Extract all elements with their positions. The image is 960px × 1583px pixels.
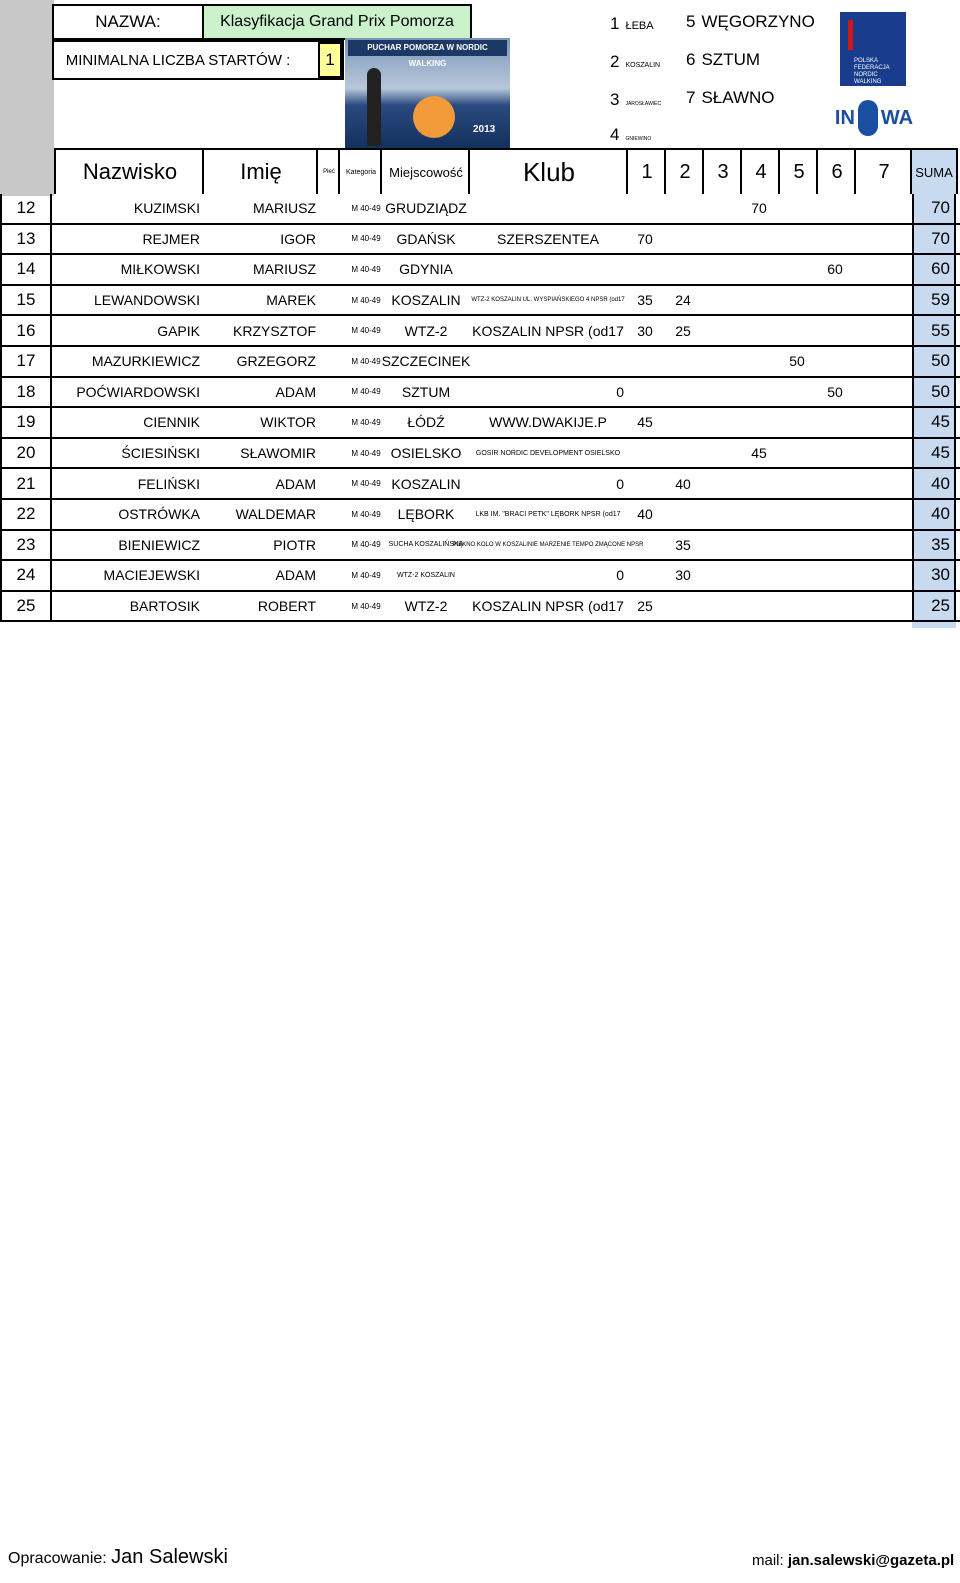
row-surname: MAZURKIEWICZ <box>91 353 200 370</box>
row-stage-2-score <box>664 408 702 437</box>
row-stage-1-score <box>626 561 664 590</box>
row-club: 0 <box>616 567 624 584</box>
row-stage-3-score <box>702 408 740 437</box>
row-firstname: GRZEGORZ <box>236 353 316 370</box>
col-nazwisko: Nazwisko <box>54 148 204 194</box>
row-firstname: ADAM <box>275 567 316 584</box>
row-stage-3-score <box>702 592 740 621</box>
row-stage-4-score <box>740 255 778 284</box>
row-club: GOSIR NORDIC DEVELOPMENT OSIELSKO <box>475 449 621 457</box>
row-stage-6-score: 60 <box>827 261 843 278</box>
row-stage-6-score <box>816 286 854 315</box>
row-category: M 40-49 <box>351 540 381 550</box>
row-stage-7-score <box>854 561 892 590</box>
row-stage-3-score <box>702 439 740 468</box>
row-town: GDAŃSK <box>396 230 456 247</box>
row-stage-5-score <box>778 225 816 254</box>
row-sum: 25 <box>912 592 956 621</box>
row-surname: GAPIK <box>157 322 200 339</box>
stage-city: WĘGORZYNO <box>701 12 815 31</box>
row-category: M 40-49 <box>351 448 381 458</box>
row-firstname: ADAM <box>275 383 316 400</box>
row-stage-6-score: 50 <box>827 383 843 400</box>
row-sum: 60 <box>912 255 956 284</box>
row-category: M 40-49 <box>351 479 381 489</box>
row-surname: FELIŃSKI <box>137 475 200 492</box>
row-surname: LEWANDOWSKI <box>93 292 200 309</box>
row-position: 18 <box>0 378 52 407</box>
row-stage-5-score <box>778 469 816 498</box>
stage-1 <box>610 14 654 34</box>
row-stage-7-score <box>854 408 892 437</box>
table-row <box>0 439 960 470</box>
row-stage-2-score <box>664 439 702 468</box>
row-club: WWW.DWAKIJE.P <box>489 414 607 431</box>
row-position: 13 <box>0 225 52 254</box>
row-stage-5-score <box>778 592 816 621</box>
row-position: 15 <box>0 286 52 315</box>
table-row <box>0 469 960 500</box>
row-firstname: MARIUSZ <box>253 261 316 278</box>
col-stage-5: 5 <box>778 148 818 194</box>
row-club: 0 <box>616 383 624 400</box>
row-stage-6-score <box>816 531 854 560</box>
row-stage-1-score: 45 <box>637 414 653 431</box>
row-stage-5-score <box>778 316 816 345</box>
row-surname: REJMER <box>142 230 200 247</box>
row-sum: 40 <box>912 469 956 498</box>
row-category: M 40-49 <box>351 387 381 397</box>
row-town: SUCHA KOSZALIŃSKA <box>388 541 464 549</box>
row-club <box>468 347 628 376</box>
row-category: M 40-49 <box>351 203 381 213</box>
row-stage-2-score <box>664 194 702 223</box>
row-stage-4-score <box>740 469 778 498</box>
row-category: M 40-49 <box>351 509 381 519</box>
row-surname: ŚCIESIŃSKI <box>121 445 200 462</box>
table-row <box>0 286 960 317</box>
col-stage-2: 2 <box>664 148 704 194</box>
pfnw-logo <box>840 12 906 86</box>
row-club <box>468 194 628 223</box>
row-stage-3-score <box>702 561 740 590</box>
table-row <box>0 194 960 225</box>
mail-address[interactable]: jan.salewski@gazeta.pl <box>787 1552 955 1569</box>
stage-7 <box>686 88 775 108</box>
row-surname: POĆWIARDOWSKI <box>76 383 200 400</box>
row-firstname: MAREK <box>266 292 316 309</box>
row-club: 0 <box>616 475 624 492</box>
row-stage-6-score <box>816 347 854 376</box>
stage-city: KOSZALIN <box>625 62 661 69</box>
row-stage-1-score: 35 <box>637 292 653 309</box>
row-town: GRUDZIĄDZ <box>385 200 467 217</box>
poster-banner: PUCHAR POMORZA W NORDIC WALKING <box>348 40 507 56</box>
row-town: WTZ-2 KOSZALIN <box>397 571 455 579</box>
row-stage-5-score: 50 <box>789 353 805 370</box>
row-stage-6-score <box>816 225 854 254</box>
row-position: 22 <box>0 500 52 529</box>
walker-silhouette <box>367 68 381 146</box>
row-sum: 59 <box>912 286 956 315</box>
row-stage-4-score: 45 <box>751 445 767 462</box>
col-kategoria: Kategoria <box>338 148 382 194</box>
stage-city: SŁAWNO <box>701 88 775 107</box>
row-stage-7-score <box>854 439 892 468</box>
row-stage-2-score <box>664 225 702 254</box>
row-stage-3-score <box>702 531 740 560</box>
col-miejscowosc: Miejscowość <box>380 148 470 194</box>
row-town: OSIELSKO <box>390 445 462 462</box>
col-stage-6: 6 <box>816 148 856 194</box>
row-sum: 30 <box>912 561 956 590</box>
col-stage-1: 1 <box>626 148 666 194</box>
col-stage-3: 3 <box>702 148 742 194</box>
row-stage-2-score: 30 <box>675 567 691 584</box>
table-row <box>0 378 960 409</box>
min-starts-value: 1 <box>318 42 342 78</box>
classification-name: Klasyfikacja Grand Prix Pomorza <box>202 4 472 40</box>
inwa-logo <box>832 92 916 144</box>
stage-city: SZTUM <box>701 50 761 69</box>
row-stage-7-score <box>854 469 892 498</box>
row-stage-1-score <box>626 439 664 468</box>
row-sum: 50 <box>912 378 956 407</box>
stage-6 <box>686 50 760 70</box>
row-town: KOSZALIN <box>391 475 461 492</box>
row-club: KOSZALIN NPSR (od17 <box>472 598 624 615</box>
row-firstname: PIOTR <box>273 536 316 553</box>
row-position: 24 <box>0 561 52 590</box>
row-position: 16 <box>0 316 52 345</box>
row-surname: MACIEJEWSKI <box>103 567 200 584</box>
row-stage-3-score <box>702 194 740 223</box>
row-stage-7-score <box>854 347 892 376</box>
inwa-right: WA <box>880 106 914 129</box>
row-stage-4-score <box>740 592 778 621</box>
row-stage-1-score <box>626 378 664 407</box>
row-sum: 70 <box>912 225 956 254</box>
row-club: LKB IM. "BRACI PETK" LĘBORK NPSR (od17 <box>475 510 621 518</box>
row-stage-2-score: 40 <box>675 475 691 492</box>
row-stage-7-score <box>854 592 892 621</box>
stage-4 <box>610 125 651 145</box>
stage-2 <box>610 52 660 72</box>
table-row <box>0 316 960 347</box>
row-stage-5-score <box>778 194 816 223</box>
row-firstname: KRZYSZTOF <box>233 322 316 339</box>
poster-year: 2013 <box>473 124 496 135</box>
stage-3 <box>610 90 661 110</box>
row-stage-3-score <box>702 286 740 315</box>
row-stage-5-score <box>778 500 816 529</box>
row-stage-2-score <box>664 378 702 407</box>
row-stage-2-score: 25 <box>675 322 691 339</box>
row-stage-5-score <box>778 531 816 560</box>
row-position: 19 <box>0 408 52 437</box>
row-town: WTZ-2 <box>404 322 448 339</box>
row-stage-1-score <box>626 469 664 498</box>
footer-prepared <box>8 1546 228 1569</box>
row-stage-1-score <box>626 531 664 560</box>
row-stage-4-score: 70 <box>751 200 767 217</box>
row-surname: KUZIMSKI <box>133 200 200 217</box>
stage-number: 2 <box>610 52 620 71</box>
row-club: WTZ-2 KOSZALIN UL. WYSPIAŃSKIEGO 4 NPSR (od17 <box>471 297 625 304</box>
row-stage-1-score: 70 <box>637 230 653 247</box>
row-sum: 45 <box>912 439 956 468</box>
row-stage-2-score <box>664 347 702 376</box>
min-starts-text: MINIMALNA LICZBA STARTÓW : <box>65 51 291 69</box>
stage-number: 4 <box>610 125 620 144</box>
name-label: NAZWA: <box>52 4 204 40</box>
row-firstname: SŁAWOMIR <box>240 445 316 462</box>
row-position: 12 <box>0 194 52 223</box>
row-stage-6-score <box>816 194 854 223</box>
row-stage-6-score <box>816 469 854 498</box>
table-row <box>0 592 960 623</box>
sun-shape <box>413 96 455 138</box>
row-category: M 40-49 <box>351 326 381 336</box>
stage-city: GNIEWINO <box>625 136 652 142</box>
row-surname: CIENNIK <box>143 414 200 431</box>
row-stage-1-score <box>626 347 664 376</box>
row-stage-7-score <box>854 286 892 315</box>
row-surname: BIENIEWICZ <box>118 536 200 553</box>
row-sum: 70 <box>912 194 956 223</box>
footer-mail <box>752 1552 954 1569</box>
row-surname: OSTRÓWKA <box>118 506 200 523</box>
row-town: WTZ-2 <box>404 598 448 615</box>
row-stage-6-score <box>816 316 854 345</box>
stage-city: JAROSŁAWIEC <box>625 101 662 107</box>
row-stage-1-score <box>626 255 664 284</box>
row-stage-4-score <box>740 500 778 529</box>
row-category: M 40-49 <box>351 417 381 427</box>
row-category: M 40-49 <box>351 295 381 305</box>
row-town: ŁÓDŹ <box>407 414 445 431</box>
walker-icon <box>858 100 878 136</box>
inwa-left: IN <box>834 106 855 129</box>
row-club: SZERSZENTEA <box>497 230 599 247</box>
col-stage-4: 4 <box>740 148 780 194</box>
row-category: M 40-49 <box>351 356 381 366</box>
row-stage-7-score <box>854 225 892 254</box>
row-firstname: ADAM <box>275 475 316 492</box>
prepared-label: Opracowanie: <box>8 1550 107 1567</box>
row-stage-7-score <box>854 316 892 345</box>
row-stage-5-score <box>778 439 816 468</box>
row-stage-4-score <box>740 316 778 345</box>
col-suma: SUMA <box>910 148 958 194</box>
table-row <box>0 408 960 439</box>
row-stage-7-score <box>854 255 892 284</box>
row-stage-6-score <box>816 439 854 468</box>
row-stage-3-score <box>702 500 740 529</box>
row-town: KOSZALIN <box>391 292 461 309</box>
row-sum: 45 <box>912 408 956 437</box>
row-firstname: ROBERT <box>257 598 316 615</box>
row-stage-2-score: 24 <box>675 292 691 309</box>
row-stage-7-score <box>854 194 892 223</box>
row-stage-1-score: 40 <box>637 506 653 523</box>
row-stage-5-score <box>778 378 816 407</box>
row-stage-7-score <box>854 378 892 407</box>
row-stage-1-score: 30 <box>637 322 653 339</box>
pfnw-logo-text: POLSKA FEDERACJA NORDIC WALKING <box>854 58 890 85</box>
table-row <box>0 531 960 562</box>
table-row <box>0 561 960 592</box>
row-stage-3-score <box>702 347 740 376</box>
row-stage-5-score <box>778 286 816 315</box>
row-firstname: IGOR <box>280 230 316 247</box>
row-stage-3-score <box>702 469 740 498</box>
row-stage-7-score <box>854 531 892 560</box>
row-stage-2-score: 35 <box>675 536 691 553</box>
row-stage-4-score <box>740 286 778 315</box>
col-klub: Klub <box>468 148 628 194</box>
row-stage-4-score <box>740 225 778 254</box>
row-firstname: WIKTOR <box>260 414 316 431</box>
min-starts-label <box>52 40 344 80</box>
row-stage-2-score <box>664 255 702 284</box>
row-stage-4-score <box>740 561 778 590</box>
row-surname: MIŁKOWSKI <box>120 261 200 278</box>
prepared-name: Jan Salewski <box>111 1546 228 1568</box>
table-row <box>0 225 960 256</box>
stage-number: 6 <box>686 50 696 69</box>
stage-number: 3 <box>610 90 620 109</box>
row-stage-5-score <box>778 408 816 437</box>
stage-number: 7 <box>686 88 696 107</box>
row-stage-2-score <box>664 500 702 529</box>
row-stage-7-score <box>854 500 892 529</box>
flag-icon <box>848 20 867 50</box>
stage-number: 1 <box>610 14 620 33</box>
row-stage-2-score <box>664 592 702 621</box>
row-position: 20 <box>0 439 52 468</box>
row-sum: 55 <box>912 316 956 345</box>
col-plec: Płeć <box>316 148 340 194</box>
row-stage-1-score <box>626 194 664 223</box>
table-row <box>0 500 960 531</box>
row-stage-3-score <box>702 378 740 407</box>
results-table <box>0 194 960 622</box>
row-position: 21 <box>0 469 52 498</box>
row-firstname: WALDEMAR <box>235 506 316 523</box>
stage-city: ŁEBA <box>625 20 654 32</box>
row-category: M 40-49 <box>351 234 381 244</box>
table-row <box>0 255 960 286</box>
row-town: SZTUM <box>401 383 451 400</box>
row-stage-6-score <box>816 500 854 529</box>
row-stage-3-score <box>702 225 740 254</box>
col-imie: Imię <box>202 148 318 194</box>
row-stage-6-score <box>816 408 854 437</box>
row-stage-5-score <box>778 561 816 590</box>
row-club: KOSZALIN NPSR (od17 <box>472 322 624 339</box>
row-club: PIĘKNO KOLO W KOSZALINIE MARZENIE TEMPO ZMĄCONE NPSR <box>452 541 644 548</box>
row-stage-3-score <box>702 316 740 345</box>
row-position: 14 <box>0 255 52 284</box>
row-position: 23 <box>0 531 52 560</box>
row-stage-4-score <box>740 408 778 437</box>
mail-label: mail: <box>752 1552 784 1569</box>
row-stage-6-score <box>816 592 854 621</box>
col-stage-7: 7 <box>854 148 912 194</box>
row-firstname: MARIUSZ <box>253 200 316 217</box>
row-category: M 40-49 <box>351 601 381 611</box>
row-stage-4-score <box>740 378 778 407</box>
row-stage-6-score <box>816 561 854 590</box>
row-category: M 40-49 <box>351 264 381 274</box>
row-position: 17 <box>0 347 52 376</box>
row-sum: 40 <box>912 500 956 529</box>
stage-number: 5 <box>686 12 696 31</box>
table-row <box>0 347 960 378</box>
stage-5 <box>686 12 815 32</box>
row-stage-1-score: 25 <box>637 598 653 615</box>
row-stage-4-score <box>740 347 778 376</box>
row-category: M 40-49 <box>351 570 381 580</box>
row-sum: 50 <box>912 347 956 376</box>
row-town: LĘBORK <box>397 506 455 523</box>
row-position: 25 <box>0 592 52 621</box>
row-surname: BARTOSIK <box>129 598 200 615</box>
row-club <box>468 255 628 284</box>
poster-image <box>345 38 510 150</box>
table-header <box>0 148 960 194</box>
row-sum: 35 <box>912 531 956 560</box>
row-town: GDYNIA <box>399 261 453 278</box>
row-stage-3-score <box>702 255 740 284</box>
row-stage-5-score <box>778 255 816 284</box>
row-town: SZCZECINEK <box>381 353 471 370</box>
row-stage-4-score <box>740 531 778 560</box>
